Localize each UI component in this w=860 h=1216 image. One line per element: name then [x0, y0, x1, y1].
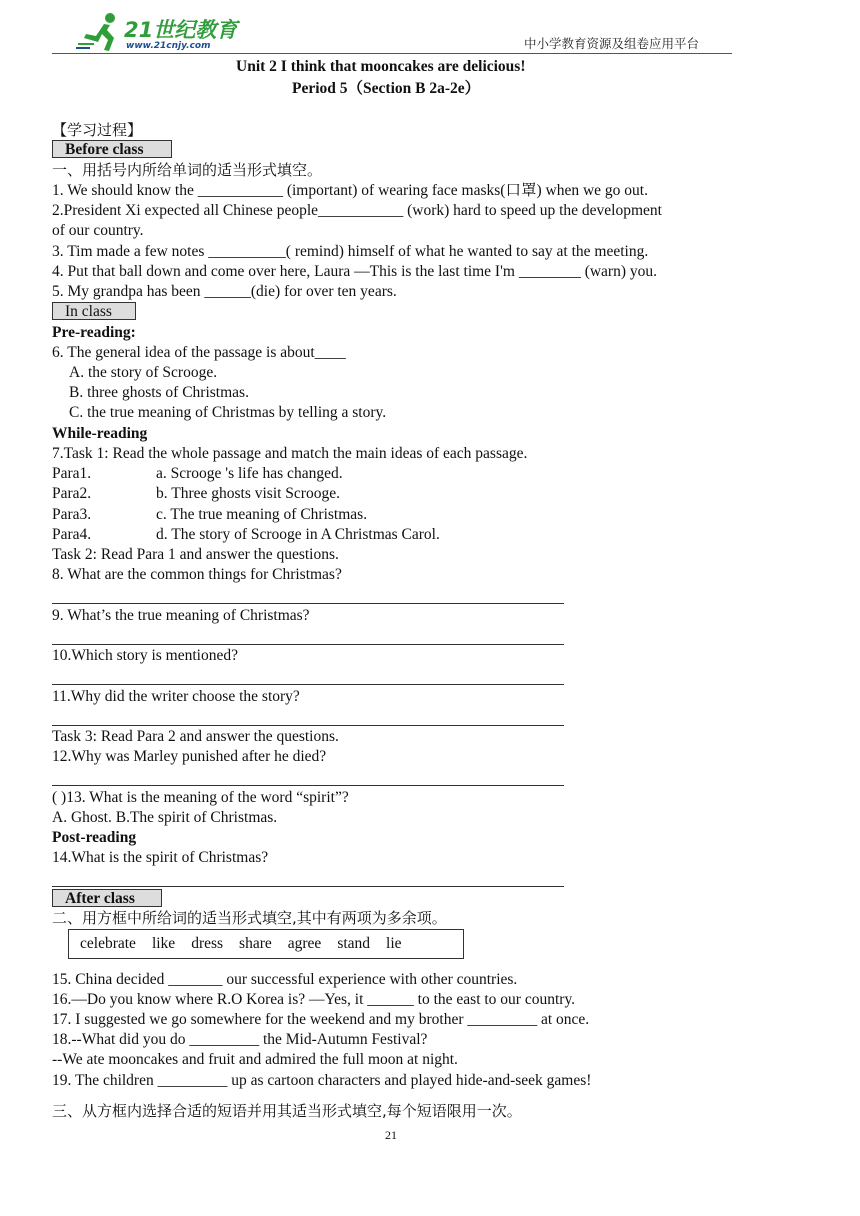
while-reading-heading: While-reading: [52, 425, 148, 442]
item-16: 16.—Do you know where R.O Korea is? —Yes, it ______ to the east to our country.: [52, 991, 576, 1008]
match-para-2: Para2.: [52, 485, 92, 502]
item-18-answer: --We ate mooncakes and fruit and admired the full moon at night.: [52, 1051, 458, 1068]
answer-line-9[interactable]: [52, 644, 564, 645]
item-15: 15. China decided _______ our successful experience with other countries.: [52, 971, 518, 988]
match-para-4: Para4.: [52, 526, 92, 543]
before-class-label: Before class: [52, 140, 172, 158]
title-line2: Period 5（Section B 2a-2e）: [292, 80, 481, 97]
header-divider: [52, 53, 732, 54]
answer-line-10[interactable]: [52, 684, 564, 685]
task-3: Task 3: Read Para 2 and answer the questions.: [52, 728, 339, 745]
question-7: 7.Task 1: Read the whole passage and match the main ideas of each passage.: [52, 445, 528, 462]
item-1: 1. We should know the ___________ (important) of wearing face masks(口罩) when we go out.: [52, 182, 648, 199]
instruction-2: 二、用方框中所给词的适当形式填空,其中有两项为多余项。: [52, 909, 447, 927]
item-4: 4. Put that ball down and come over here, Laura —This is the last time I'm ________ (warn) you.: [52, 263, 657, 280]
word-like: like: [151, 935, 176, 952]
word-share: share: [239, 935, 272, 952]
instruction-3: 三、从方框内选择合适的短语并用其适当形式填空,每个短语限用一次。: [52, 1102, 522, 1120]
word-lie: lie: [386, 935, 402, 952]
item-17: 17. I suggested we go somewhere for the weekend and my brother _________ at once.: [52, 1011, 590, 1028]
item-2: 2.President Xi expected all Chinese people___________ (work) hard to speed up the development: [52, 202, 662, 219]
question-10: 10.Which story is mentioned?: [52, 647, 238, 664]
pre-reading-heading: Pre-reading:: [52, 324, 136, 341]
item-3: 3. Tim made a few notes __________( remind) himself of what he wanted to say at the meeting.: [52, 243, 649, 260]
match-para-1: Para1.: [52, 465, 92, 482]
question-14: 14.What is the spirit of Christmas?: [52, 849, 269, 866]
post-reading-heading: Post-reading: [52, 829, 137, 846]
match-para-3: Para3.: [52, 506, 92, 523]
header-logo: [74, 10, 244, 54]
logo-text: 21世纪教育: [124, 18, 238, 42]
answer-line-11[interactable]: [52, 725, 564, 726]
task-2: Task 2: Read Para 1 and answer the questions.: [52, 546, 339, 563]
answer-line-12[interactable]: [52, 785, 564, 786]
answer-line-14[interactable]: [52, 886, 564, 887]
in-class-label: In class: [52, 302, 136, 320]
answer-line-8[interactable]: [52, 603, 564, 604]
match-idea-c: c. The true meaning of Christmas.: [156, 506, 368, 523]
item-18: 18.--What did you do _________ the Mid-Autumn Festival?: [52, 1031, 428, 1048]
logo-url: www.21cnjy.com: [126, 41, 211, 51]
question-11: 11.Why did the writer choose the story?: [52, 688, 300, 705]
question-12: 12.Why was Marley punished after he died?: [52, 748, 327, 765]
question-8: 8. What are the common things for Christmas?: [52, 566, 342, 583]
q6-option-c: C. the true meaning of Christmas by telling a story.: [69, 404, 387, 421]
runner-logo-icon: [74, 10, 126, 54]
title-line1: Unit 2 I think that mooncakes are delicious!: [236, 58, 526, 75]
q6-option-a: A. the story of Scrooge.: [69, 364, 218, 381]
platform-name: 中小学教育资源及组卷应用平台: [524, 36, 700, 51]
word-agree: agree: [287, 935, 322, 952]
match-idea-d: d. The story of Scrooge in A Christmas Carol.: [156, 526, 440, 543]
match-idea-a: a. Scrooge 's life has changed.: [156, 465, 343, 482]
match-idea-b: b. Three ghosts visit Scrooge.: [156, 485, 340, 502]
word-dress: dress: [191, 935, 224, 952]
question-9: 9. What’s the true meaning of Christmas?: [52, 607, 310, 624]
word-stand: stand: [337, 935, 371, 952]
instruction-1: 一、用括号内所给单词的适当形式填空。: [52, 161, 323, 179]
q13-options: A. Ghost. B.The spirit of Christmas.: [52, 809, 278, 826]
after-class-label: After class: [52, 889, 162, 907]
word-box: [68, 929, 464, 959]
word-celebrate: celebrate: [80, 935, 136, 952]
item-2-cont: of our country.: [52, 222, 144, 239]
page-number: 21: [385, 1128, 397, 1142]
question-13: ( )13. What is the meaning of the word “spirit”?: [52, 789, 349, 806]
q6-option-b: B. three ghosts of Christmas.: [69, 384, 249, 401]
section-heading: 【学习过程】: [52, 121, 143, 139]
question-6: 6. The general idea of the passage is about____: [52, 344, 346, 361]
item-19: 19. The children _________ up as cartoon characters and played hide-and-seek games!: [52, 1072, 592, 1089]
item-5: 5. My grandpa has been ______(die) for over ten years.: [52, 283, 397, 300]
